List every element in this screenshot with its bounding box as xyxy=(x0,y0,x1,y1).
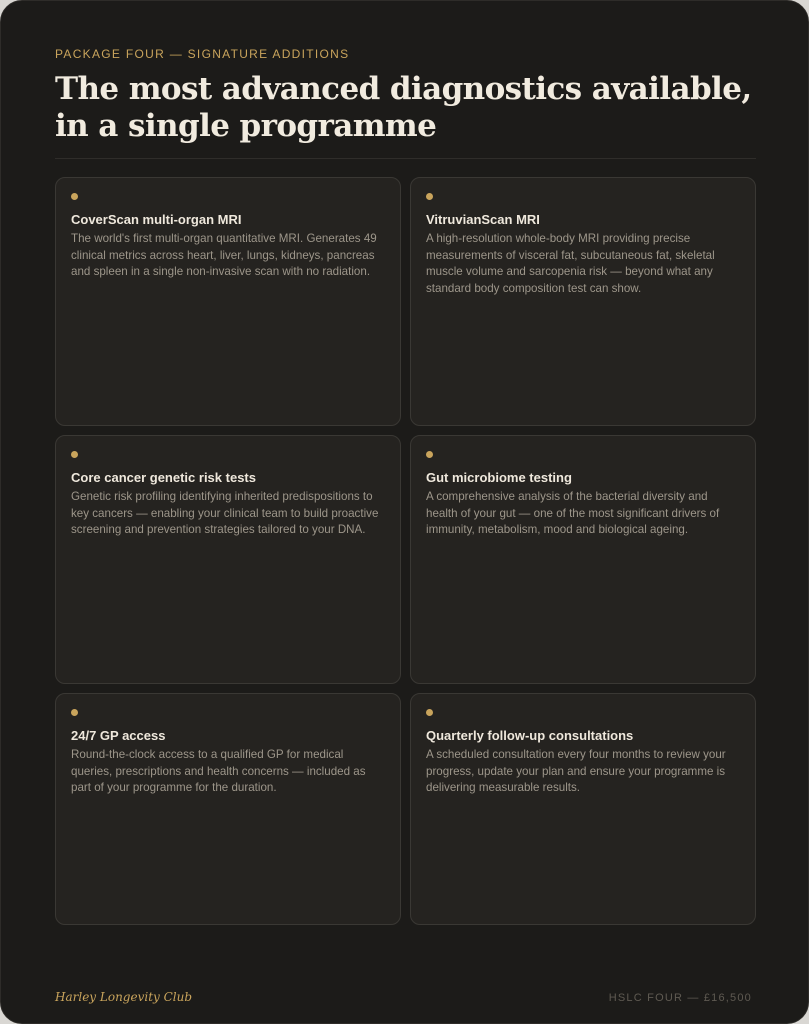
bullet-dot-icon xyxy=(426,709,433,716)
feature-card-coverscan xyxy=(55,177,401,426)
footer-package-code: HSLC FOUR — £16,500 xyxy=(608,992,752,1004)
feature-card-title: Core cancer genetic risk tests xyxy=(71,470,256,485)
feature-card-gut-microbiome xyxy=(410,435,756,684)
bullet-dot-icon xyxy=(71,193,78,200)
feature-card-quarterly-consultations xyxy=(410,693,756,925)
header-divider xyxy=(55,158,756,159)
bullet-dot-icon xyxy=(71,709,78,716)
page-title: The most advanced diagnostics available, in a single programme xyxy=(55,71,752,144)
feature-card-cancer-genetics xyxy=(55,435,401,684)
feature-card-description: A scheduled consultation every four months to review your progress, update your plan and ensure your programme is delivering measurable results. xyxy=(426,748,726,794)
feature-card-title: VitruvianScan MRI xyxy=(426,212,540,227)
feature-card-title: CoverScan multi-organ MRI xyxy=(71,212,242,227)
footer-brand-name: Harley Longevity Club xyxy=(55,990,193,1004)
bullet-dot-icon xyxy=(71,451,78,458)
feature-card-description: A high-resolution whole-body MRI providing precise measurements of visceral fat, subcutaneous fat, skeletal muscle volume and sarcopenia risk — beyond what any standard body composition test can show. xyxy=(426,232,715,295)
feature-card-title: 24/7 GP access xyxy=(71,728,166,743)
feature-card-description: A comprehensive analysis of the bacterial diversity and health of your gut — one of the most significant drivers of immunity, metabolism, mood and biological ageing. xyxy=(426,490,720,536)
features-grid xyxy=(55,177,756,926)
feature-card-title: Gut microbiome testing xyxy=(426,470,572,485)
feature-card-title: Quarterly follow-up consultations xyxy=(426,728,634,743)
package-eyebrow: PACKAGE FOUR — SIGNATURE ADDITIONS xyxy=(55,47,350,61)
feature-card-description: The world's first multi-organ quantitative MRI. Generates 49 clinical metrics across heart, liver, lungs, kidneys, pancreas and spleen in a single non-invasive scan with no radiation. xyxy=(71,232,377,278)
feature-card-description: Round-the-clock access to a qualified GP for medical queries, prescriptions and health concerns — included as part of your programme for the duration. xyxy=(71,748,366,794)
feature-card-gp-access xyxy=(55,693,401,925)
feature-card-vitruvianscan xyxy=(410,177,756,426)
bullet-dot-icon xyxy=(426,451,433,458)
feature-card-description: Genetic risk profiling identifying inherited predispositions to key cancers — enabling your clinical team to build proactive screening and prevention strategies tailored to your DNA. xyxy=(71,490,379,536)
bullet-dot-icon xyxy=(426,193,433,200)
